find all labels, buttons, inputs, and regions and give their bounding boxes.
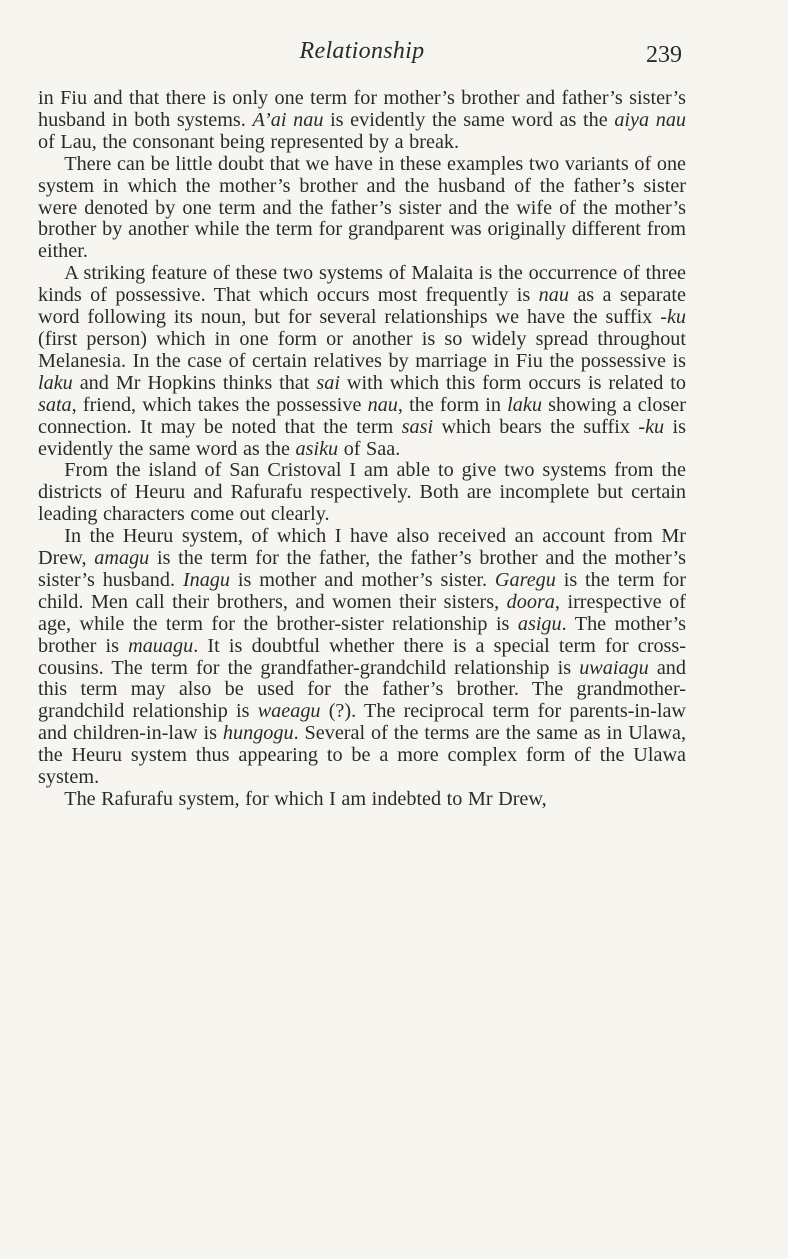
italic-term: mauagu [128, 634, 194, 657]
italic-term: A’ai nau [252, 108, 324, 131]
running-head [38, 36, 686, 76]
paragraph [38, 460, 686, 526]
text-run: is evidently the same word as the [323, 108, 615, 131]
italic-term: aiya nau [614, 108, 687, 131]
italic-term: -ku [638, 415, 665, 438]
paragraph [38, 263, 686, 460]
text-run: with which this form occurs is related to [339, 371, 686, 394]
text-run: is the term for the father, the father’s brother and the mother’s sister’s husband. [38, 547, 686, 591]
italic-term: asigu [517, 612, 562, 635]
italic-term: Inagu [182, 568, 230, 591]
running-title: Relationship [299, 38, 425, 64]
text-run: of Lau, the consonant being represented by a break. [38, 130, 460, 153]
italic-term: laku [507, 393, 542, 416]
page-number: 239 [646, 42, 682, 68]
italic-term: nau [367, 393, 398, 416]
paragraph [38, 88, 686, 154]
text-run: There can be little doubt that we have in these examples two variants of one system in which the mother’s brother and the husband of the father’s sister were denoted by one term and the father’s sister and the wife of the mother’s brother by another while the term for grandparent was originally different from either. [38, 152, 686, 263]
italic-term: asiku [295, 437, 339, 460]
text-run: is mother and mother’s sister. [230, 568, 495, 591]
paragraph [38, 789, 686, 811]
text-run: as a separate word following its noun, but for several relationships we have the suffix [38, 284, 686, 329]
text-run: , the form in [397, 393, 508, 416]
italic-term: amagu [94, 547, 150, 570]
text-run: and this term may also be used for the father’s brother. The grandmother-grandchild relationship is [38, 656, 686, 723]
italic-term: sata [38, 393, 72, 416]
text-run: (first person) which in one form or another is so widely spread throughout Melanesia. In the case of certain relatives by marriage in Fiu the possessive is [38, 327, 686, 372]
text-run: A striking feature of these two systems of Malaita is the occurrence of three kinds of possessive. That which occurs most frequently is [38, 262, 686, 307]
italic-term: waeagu [257, 700, 321, 723]
italic-term: uwaiagu [579, 656, 649, 679]
italic-term: laku [38, 371, 73, 394]
italic-term: sai [316, 371, 340, 394]
text-run: . The mother’s brother is [38, 612, 686, 657]
italic-term: sasi [401, 415, 434, 438]
italic-term: nau [538, 284, 569, 307]
text-run: in Fiu and that there is only one term for mother’s brother and father’s sister’s husband in both systems. [38, 87, 686, 131]
text-run: which bears the suffix [433, 415, 639, 438]
text-run: , friend, which takes the possessive [71, 393, 368, 416]
italic-term: -ku [660, 306, 686, 329]
text-run: . Several of the terms are the same as in Ulawa, the Heuru system thus appearing to be a more complex form of the Ulawa system. [38, 722, 686, 789]
text-run: of Saa. [338, 437, 401, 460]
text-run: is evidently the same word as the [38, 415, 686, 460]
paragraph [38, 154, 686, 264]
italic-term: Garegu [494, 568, 556, 591]
text-run: , irrespective of age, while the term for the brother-sister relationship is [38, 590, 686, 635]
text-run: In the Heuru system, of which I have also received an account from Mr Drew, [38, 525, 686, 570]
text-run: showing a closer connection. It may be noted that the term [38, 393, 686, 438]
text-run: (?). The reciprocal term for parents-in-law and children-in-law is [38, 700, 686, 745]
text-run: and Mr Hopkins thinks that [72, 371, 317, 394]
italic-term: doora [506, 590, 555, 613]
body-text [38, 88, 686, 811]
text-run: The Rafurafu system, for which I am indebted to Mr Drew, [64, 788, 547, 810]
paragraph [38, 526, 686, 789]
book-page [38, 36, 686, 811]
italic-term: hungogu [222, 722, 294, 745]
text-run: is the term for child. Men call their brothers, and women their sisters, [38, 568, 686, 613]
text-run: From the island of San Cristoval I am able to give two systems from the districts of Heuru and Rafurafu respectively. Both are incomplete but certain leading characters come out clearly. [38, 459, 686, 526]
text-run: . It is doubtful whether there is a special term for cross-cousins. The term for the grandfather-grandchild relationship is [38, 634, 686, 679]
